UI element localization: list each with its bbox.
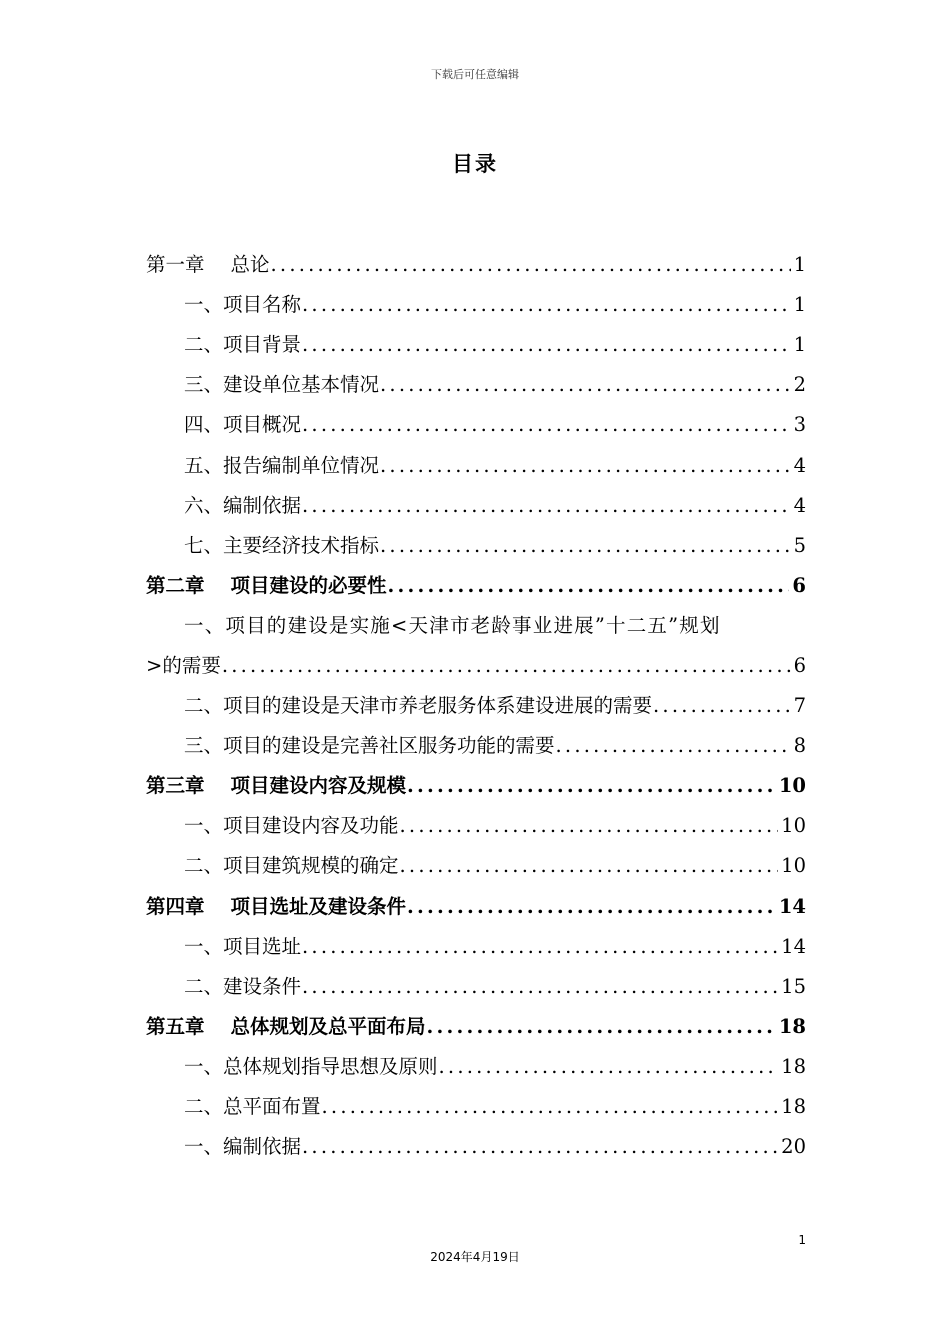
toc-entry-page: 6 <box>792 573 806 597</box>
toc-chapter-title: 项目选址及建设条件 <box>230 894 407 918</box>
toc-title: 目录 <box>452 151 498 176</box>
toc-entry-page: 18 <box>781 1054 806 1078</box>
toc-entry-label: 六、编制依据 <box>184 493 302 517</box>
toc-entry-page: 5 <box>793 533 806 557</box>
toc-chapter-title: 项目建设内容及规模 <box>230 774 407 798</box>
toc-entry-page: 2 <box>793 373 806 397</box>
toc-entry-page: 7 <box>793 694 806 718</box>
toc-entry[interactable] <box>146 846 806 886</box>
toc-chapter-entry[interactable] <box>146 1007 806 1047</box>
toc-entry-page: 20 <box>781 1135 806 1159</box>
toc-chapter-entry[interactable] <box>146 766 806 806</box>
dot-leader <box>302 927 778 967</box>
toc-chapter-label <box>146 766 406 806</box>
toc-chapter-number: 第四章 <box>146 894 205 918</box>
toc-entry-page: 4 <box>793 493 806 517</box>
dot-leader <box>400 846 779 886</box>
dot-leader <box>439 1047 779 1087</box>
toc-entry-page: 15 <box>781 974 806 998</box>
dot-leader <box>380 446 791 486</box>
dot-leader <box>302 285 791 325</box>
dot-leader <box>653 686 791 726</box>
dot-leader <box>400 806 779 846</box>
toc-entry-page: 14 <box>778 894 806 918</box>
toc-entry-page: 6 <box>793 653 806 677</box>
toc-chapter-number: 第五章 <box>146 1014 205 1038</box>
toc-entry[interactable] <box>146 405 806 445</box>
toc-chapter-title: 项目建设的必要性 <box>230 573 387 597</box>
toc-entry-label: 一、项目名称 <box>184 293 302 317</box>
toc-chapter-title: 总体规划及总平面布局 <box>230 1014 426 1038</box>
dot-leader <box>388 566 790 606</box>
toc-entry-line[interactable]: 一、项目的建设是实施<天津市老龄事业进展”十二五”规划 <box>184 613 721 637</box>
dot-leader <box>302 967 778 1007</box>
toc-entry-label: 二、建设条件 <box>184 974 302 998</box>
dot-leader <box>271 245 791 285</box>
dot-leader <box>380 526 791 566</box>
toc-entry[interactable] <box>146 967 806 1007</box>
toc-entry[interactable] <box>146 486 806 526</box>
toc-entry-page: 10 <box>778 774 806 798</box>
toc-entry-page: 1 <box>793 293 806 317</box>
toc-entry[interactable] <box>146 445 806 485</box>
toc-entry-label: 四、项目概况 <box>184 413 302 437</box>
toc-entry-page: 3 <box>793 413 806 437</box>
toc-entry-label: 一、编制依据 <box>184 1135 302 1159</box>
toc-entry[interactable] <box>146 1127 806 1167</box>
toc-entry-label: 五、报告编制单位情况 <box>184 453 380 477</box>
toc-entry[interactable] <box>146 526 806 566</box>
toc-chapter-entry[interactable] <box>146 245 806 285</box>
dot-leader <box>407 887 776 927</box>
dot-leader <box>556 726 791 766</box>
dot-leader <box>222 646 791 686</box>
toc-chapter-number: 第一章 <box>146 253 205 277</box>
toc-entry[interactable] <box>146 646 806 686</box>
table-of-contents <box>146 245 806 1167</box>
toc-chapter-number: 第三章 <box>146 774 205 798</box>
toc-entry-label: 三、建设单位基本情况 <box>184 373 380 397</box>
dot-leader <box>302 325 791 365</box>
toc-entry-page: 18 <box>778 1014 806 1038</box>
toc-entry-label: 一、项目建设内容及功能 <box>184 814 399 838</box>
toc-entry-label: 一、总体规划指导思想及原则 <box>184 1054 438 1078</box>
toc-entry-label: 二、项目的建设是天津市养老服务体系建设进展的需要 <box>184 694 653 718</box>
toc-entry-label: 二、总平面布置 <box>184 1095 321 1119</box>
toc-entry-page: 8 <box>793 734 806 758</box>
header-note: 下载后可任意编辑 <box>431 68 519 81</box>
toc-entry[interactable] <box>146 927 806 967</box>
toc-entry[interactable] <box>146 1087 806 1127</box>
toc-chapter-entry[interactable] <box>146 887 806 927</box>
toc-chapter-label <box>146 245 270 285</box>
toc-entry-label: 二、项目建筑规模的确定 <box>184 854 399 878</box>
dot-leader <box>302 486 791 526</box>
toc-entry[interactable] <box>146 285 806 325</box>
dot-leader <box>302 405 791 445</box>
toc-entry[interactable] <box>146 686 806 726</box>
footer-date: 2024年4月19日 <box>430 1250 520 1264</box>
toc-entry-page: 10 <box>781 854 806 878</box>
toc-entry[interactable] <box>146 365 806 405</box>
dot-leader <box>427 1007 776 1047</box>
toc-entry[interactable] <box>146 726 806 766</box>
toc-entry-page: 18 <box>781 1095 806 1119</box>
toc-entry-page: 4 <box>793 453 806 477</box>
toc-entry[interactable] <box>146 325 806 365</box>
toc-entry[interactable] <box>146 1047 806 1087</box>
toc-entry-label: 二、项目背景 <box>184 333 302 357</box>
dot-leader <box>302 1127 778 1167</box>
page-number: 1 <box>798 1233 806 1247</box>
toc-entry-label: 一、项目选址 <box>184 934 302 958</box>
toc-chapter-entry[interactable] <box>146 566 806 606</box>
dot-leader <box>380 365 791 405</box>
dot-leader <box>407 766 776 806</box>
toc-chapter-title: 总论 <box>230 253 270 277</box>
dot-leader <box>322 1087 779 1127</box>
toc-entry-label: 三、项目的建设是完善社区服务功能的需要 <box>184 734 555 758</box>
toc-chapter-label <box>146 887 406 927</box>
toc-entry-page: 14 <box>781 934 806 958</box>
toc-entry[interactable] <box>146 806 806 846</box>
toc-entry-label: 七、主要经济技术指标 <box>184 533 380 557</box>
toc-chapter-label <box>146 1007 426 1047</box>
toc-entry-page: 1 <box>793 333 806 357</box>
toc-entry-page: 1 <box>793 253 806 277</box>
toc-entry-page: 10 <box>781 814 806 838</box>
toc-chapter-number: 第二章 <box>146 573 205 597</box>
toc-chapter-label <box>146 566 387 606</box>
toc-entry-label: >的需要 <box>146 653 221 677</box>
